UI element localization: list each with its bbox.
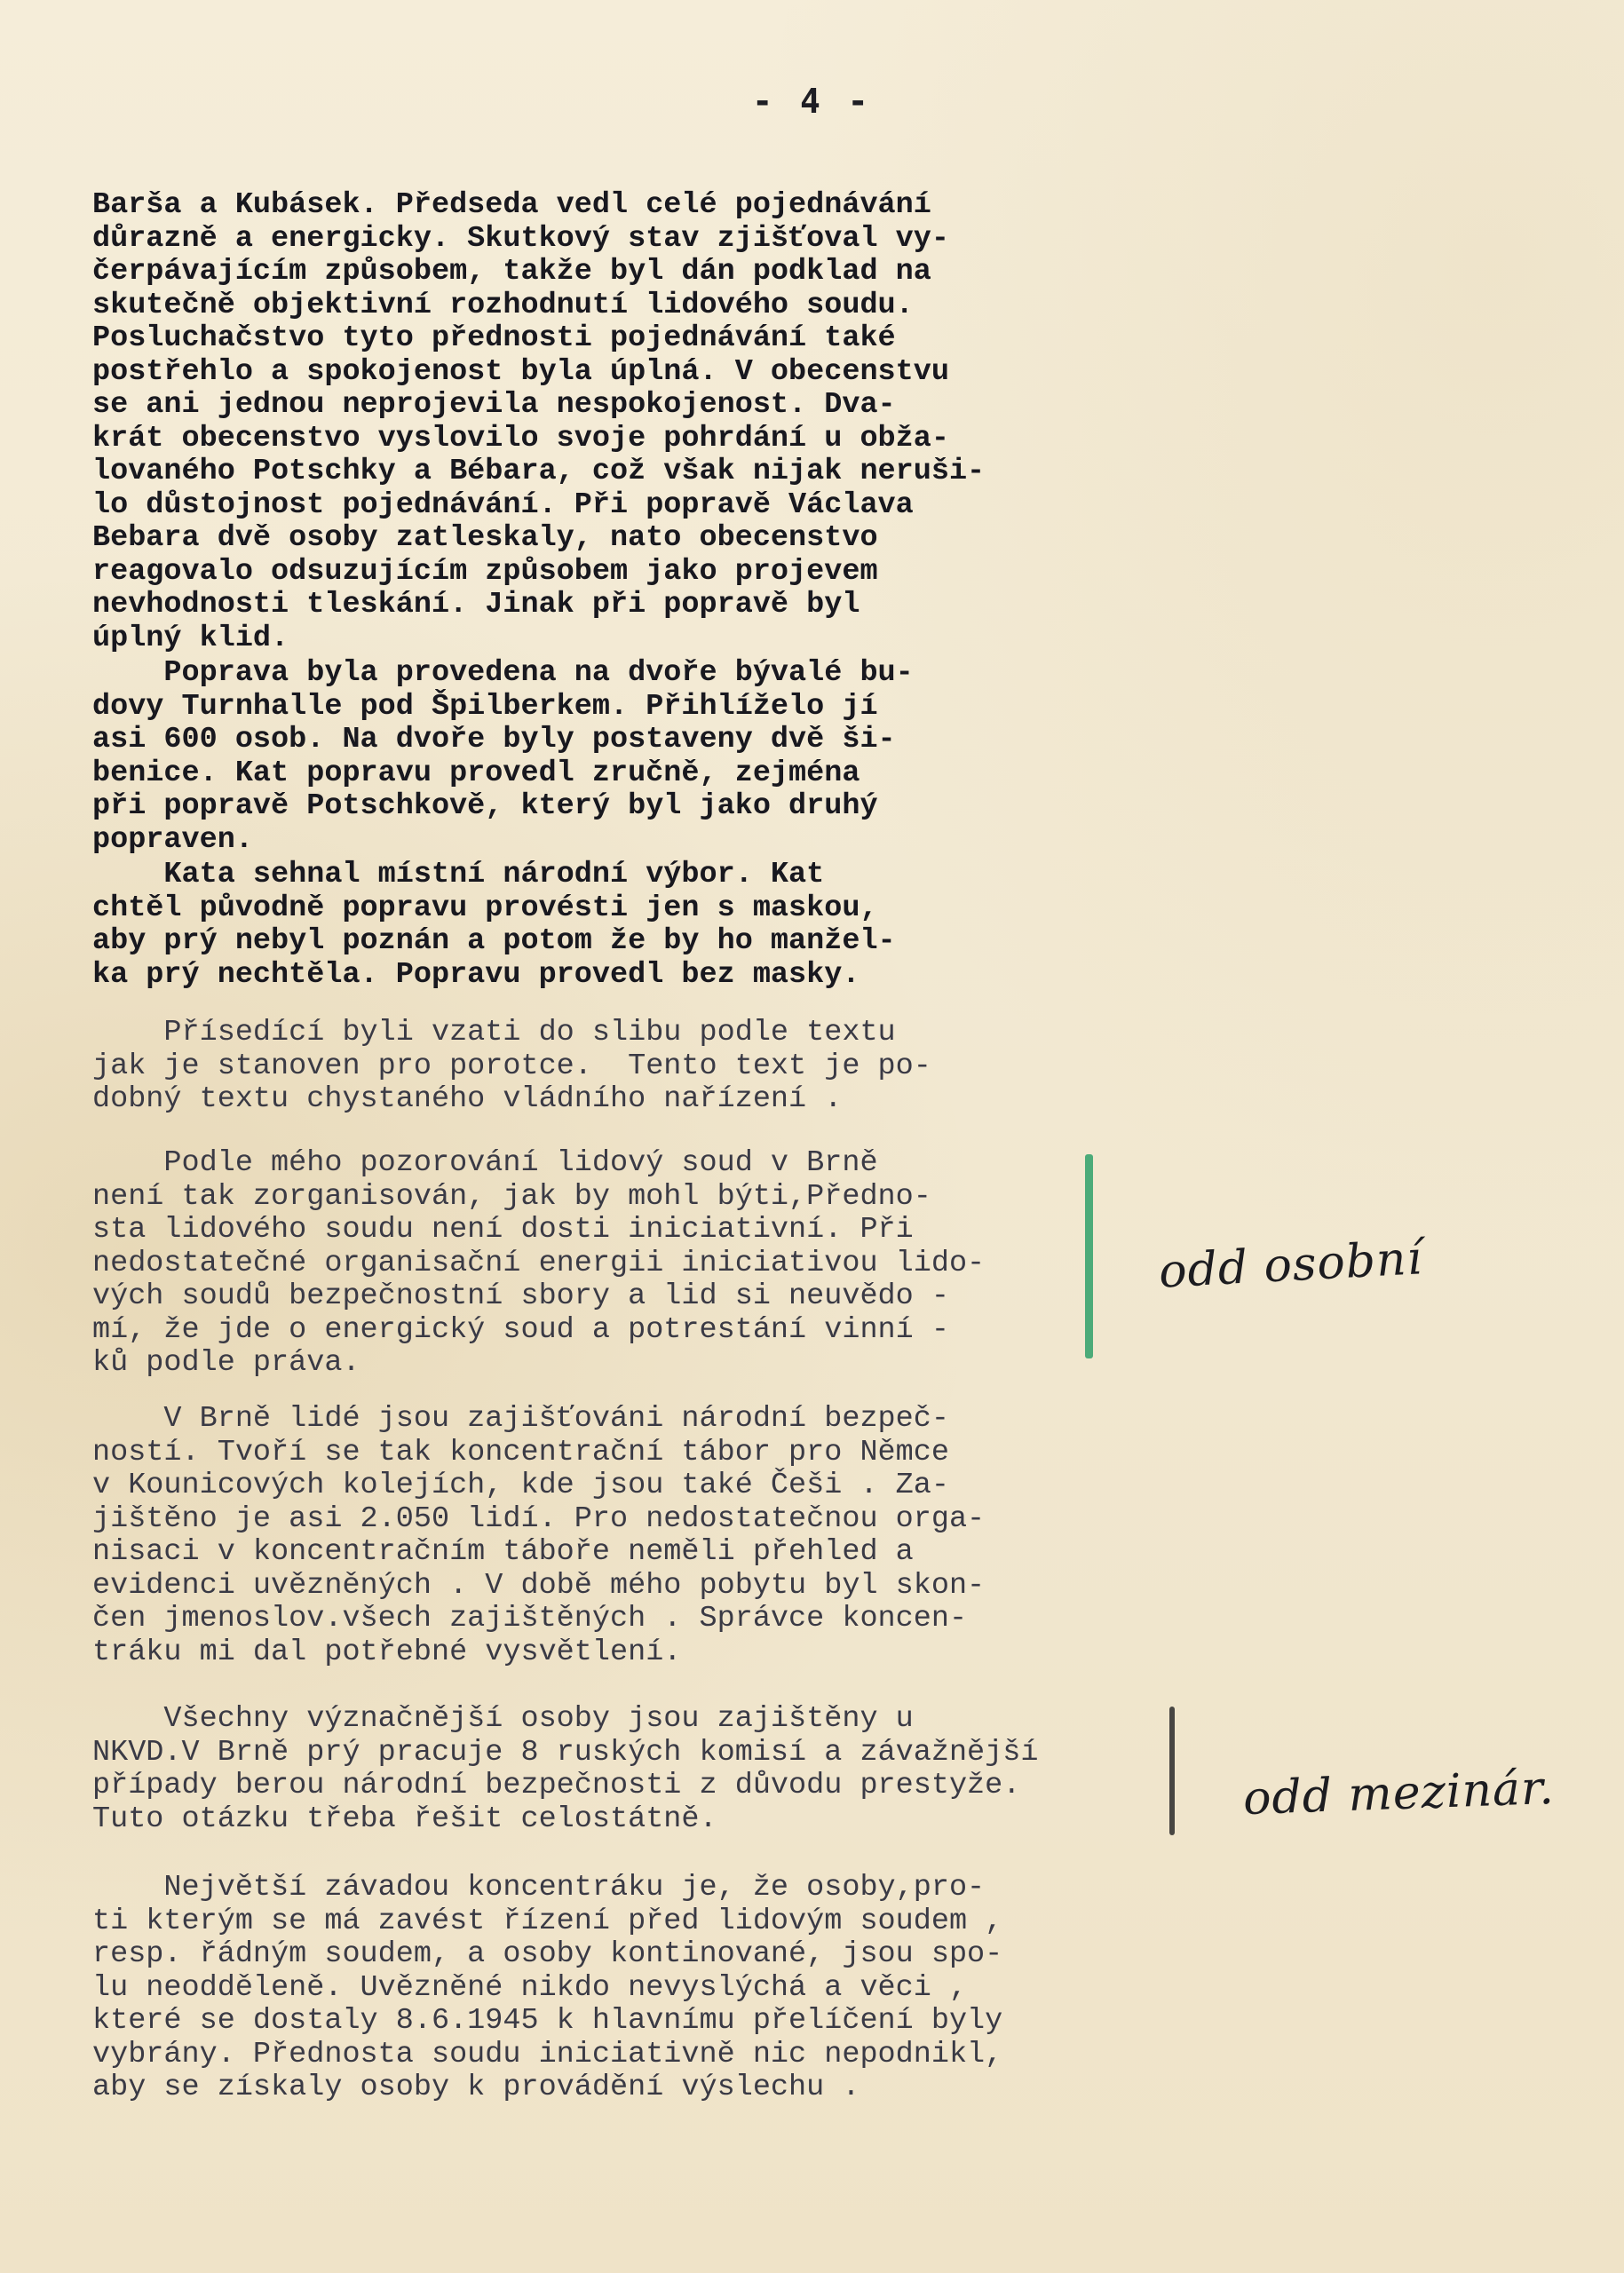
text-line: Podle mého pozorování lidový soud v Brně — [92, 1146, 878, 1180]
text-line: ka prý nechtěla. Popravu provedl bez masky. — [92, 957, 860, 992]
paragraph — [92, 1703, 1140, 1836]
text-line: lu neodděleně. Uvězněné nikdo nevyslýchá a věci , — [92, 1970, 968, 2005]
text-line: mí, že jde o energický soud a potrestání vinní - — [92, 1312, 949, 1347]
text-line: popraven. — [92, 822, 253, 857]
text-line: vybrány. Přednosta soudu iniciativně nic nepodnikl, — [92, 2037, 1003, 2071]
text-line: skutečně objektivní rozhodnutí lidového soudu. — [92, 288, 914, 322]
text-line: čen jmenoslov.všech zajištěných . Správce koncen- — [92, 1602, 968, 1635]
text-line: ností. Tvoří se tak koncentrační tábor pro Němce — [92, 1435, 949, 1469]
text-line: Bebara dvě osoby zatleskaly, nato obecenstvo — [92, 521, 878, 555]
text-line: ti kterým se má zavést řízení před lidovým soudem , — [92, 1904, 1003, 1938]
text-line: lo důstojnost pojednávání. Při popravě Václava — [92, 487, 914, 522]
text-line: nisaci v koncentračním táboře neměli přehled a — [92, 1535, 914, 1569]
page-number: - 4 - — [752, 82, 872, 121]
text-line: aby se získaly osoby k provádění výslechu . — [92, 2071, 860, 2104]
paragraph — [92, 1872, 1140, 2105]
text-line: Barša a Kubásek. Předseda vedl celé pojednávání — [92, 188, 931, 222]
text-line: Největší závadou koncentráku je, že osoby,pro- — [92, 1871, 986, 1905]
text-line: Všechny význačnější osoby jsou zajištěny u — [92, 1702, 914, 1736]
paragraph — [92, 189, 1140, 655]
text-line: sta lidového soudu není dosti iniciativní. Při — [92, 1213, 914, 1247]
paragraph — [92, 1147, 1140, 1381]
text-line: postřehlo a spokojenost byla úplná. V obecenstvu — [92, 354, 949, 389]
text-line: dobný textu chystaného vládního nařízení . — [92, 1082, 843, 1116]
text-line: chtěl původně popravu provésti jen s maskou, — [92, 891, 878, 925]
text-line: se ani jednou neprojevila nespokojenost. Dva- — [92, 388, 896, 422]
text-line: které se dostaly 8.6.1945 k hlavnímu přelíčení byly — [92, 2004, 1003, 2038]
text-line: důrazně a energicky. Skutkový stav zjišťoval vy- — [92, 221, 949, 256]
text-line: resp. řádným soudem, a osoby kontinované, jsou spo- — [92, 1937, 1003, 1971]
paragraph — [92, 657, 1140, 857]
green-margin-mark — [1085, 1154, 1093, 1358]
text-line: čerpávajícím způsobem, takže byl dán podklad na — [92, 255, 931, 289]
text-line: V Brně lidé jsou zajišťováni národní bezpeč- — [92, 1402, 949, 1436]
text-line: ků podle práva. — [92, 1346, 360, 1380]
text-line: lovaného Potschky a Bébara, což však nijak neruši- — [92, 455, 986, 488]
text-line: dovy Turnhalle pod Špilberkem. Přihlíželo jí — [92, 689, 878, 724]
text-line: jak je stanoven pro porotce. Tento text je po- — [92, 1049, 931, 1083]
text-line: nevhodnosti tleskání. Jinak při popravě byl — [92, 588, 860, 622]
text-line: Posluchačstvo tyto přednosti pojednávání také — [92, 321, 896, 355]
handwritten-note-personnel: odd osobní — [1157, 1232, 1424, 1299]
text-line: evidenci uvězněných . V době mého pobytu byl skon- — [92, 1568, 986, 1603]
paragraph — [92, 1403, 1140, 1669]
text-line: aby prý nebyl poznán a potom že by ho manžel- — [92, 924, 896, 958]
text-line: benice. Kat popravu provedl zručně, zejména — [92, 756, 860, 790]
text-line: Poprava byla provedena na dvoře bývalé bu- — [92, 656, 914, 690]
text-line: Kata sehnal místní národní výbor. Kat — [92, 858, 825, 891]
text-line: Přísedící byli vzati do slibu podle textu — [92, 1016, 896, 1049]
pencil-margin-mark — [1169, 1707, 1175, 1835]
text-line: reagovalo odsuzujícím způsobem jako projevem — [92, 554, 878, 589]
text-line: v Kounicových kolejích, kde jsou také Češi . Za- — [92, 1469, 949, 1502]
text-line: úplný klid. — [92, 621, 289, 655]
text-line: jištěno je asi 2.050 lidí. Pro nedostatečnou orga- — [92, 1501, 986, 1536]
text-line: případy berou národní bezpečnosti z důvodu prestyže. — [92, 1769, 1021, 1802]
text-line: nedostatečné organisační energii iniciativou lido- — [92, 1246, 986, 1280]
text-line: při popravě Potschkově, který byl jako druhý — [92, 789, 878, 823]
text-line: Tuto otázku třeba řešit celostátně. — [92, 1802, 717, 1836]
handwritten-note-international: odd mezinár. — [1242, 1761, 1556, 1826]
text-line: krát obecenstvo vyslovilo svoje pohrdání u obža- — [92, 421, 949, 455]
paragraph — [92, 859, 1140, 992]
text-line: asi 600 osob. Na dvoře byly postaveny dvě ši- — [92, 723, 896, 756]
paragraph — [92, 1017, 1140, 1117]
text-line: není tak zorganisován, jak by mohl býti,Předno- — [92, 1179, 931, 1214]
text-line: vých soudů bezpečnostní sbory a lid si neuvědo - — [92, 1279, 949, 1313]
text-line: NKVD.V Brně prý pracuje 8 ruských komisí a závažnější — [92, 1735, 1039, 1770]
text-line: tráku mi dal potřebné vysvětlení. — [92, 1635, 682, 1669]
